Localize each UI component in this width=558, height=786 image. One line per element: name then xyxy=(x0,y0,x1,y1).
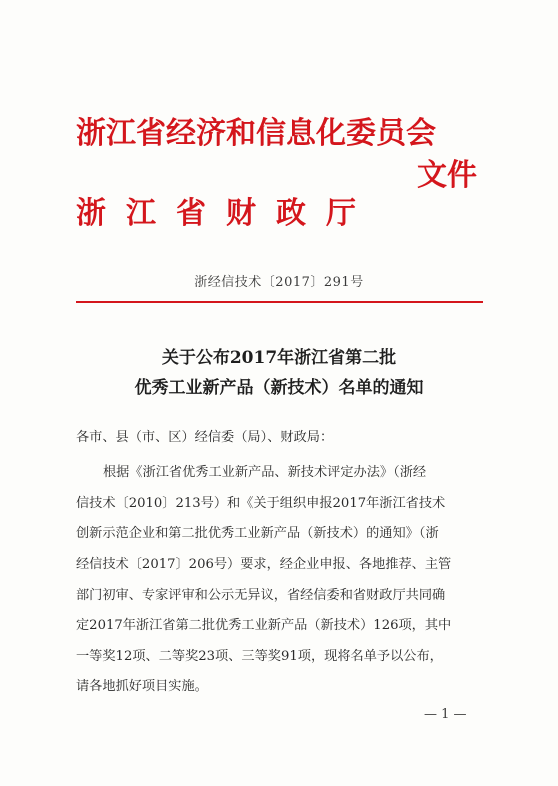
document-type-label: 文件 xyxy=(417,158,477,193)
body-line-1: 根据《浙江省优秀工业新产品、新技术评定办法》（浙经 xyxy=(103,465,427,480)
notice-title-line-1: 关于公布2017年浙江省第二批 xyxy=(161,348,397,368)
document-number: 浙经信技术〔2017〕291号 xyxy=(194,275,364,290)
body-line-4: 经信技术〔2017〕206号）要求，经企业申报、各地推荐、主管 xyxy=(76,557,452,572)
issuer-name-2: 浙江省财政厅 xyxy=(76,196,376,231)
body-line-7: 一等奖12项、二等奖23项、三等奖91项，现将名单予以公布， xyxy=(76,649,443,664)
body-line-8: 请各地抓好项目实施。 xyxy=(76,679,208,694)
page-number: — 1 — xyxy=(424,707,467,722)
issuer-name-1: 浙江省经济和信息化委员会 xyxy=(76,116,436,151)
body-line-2: 信技术〔2010〕213号）和《关于组织申报2017年浙江省技术 xyxy=(76,496,446,511)
red-divider-line xyxy=(76,301,483,303)
body-line-3: 创新示范企业和第二批优秀工业新产品（新技术）的通知》（浙 xyxy=(76,526,439,541)
notice-title-line-2: 优秀工业新产品（新技术）名单的通知 xyxy=(134,378,424,398)
body-line-6: 定2017年浙江省第二批优秀工业新产品（新技术）126项，其中 xyxy=(76,618,452,633)
salutation: 各市、县（市、区）经信委（局）、财政局： xyxy=(76,430,334,445)
body-line-5: 部门初审、专家评审和公示无异议，省经信委和省财政厅共同确 xyxy=(76,588,446,603)
